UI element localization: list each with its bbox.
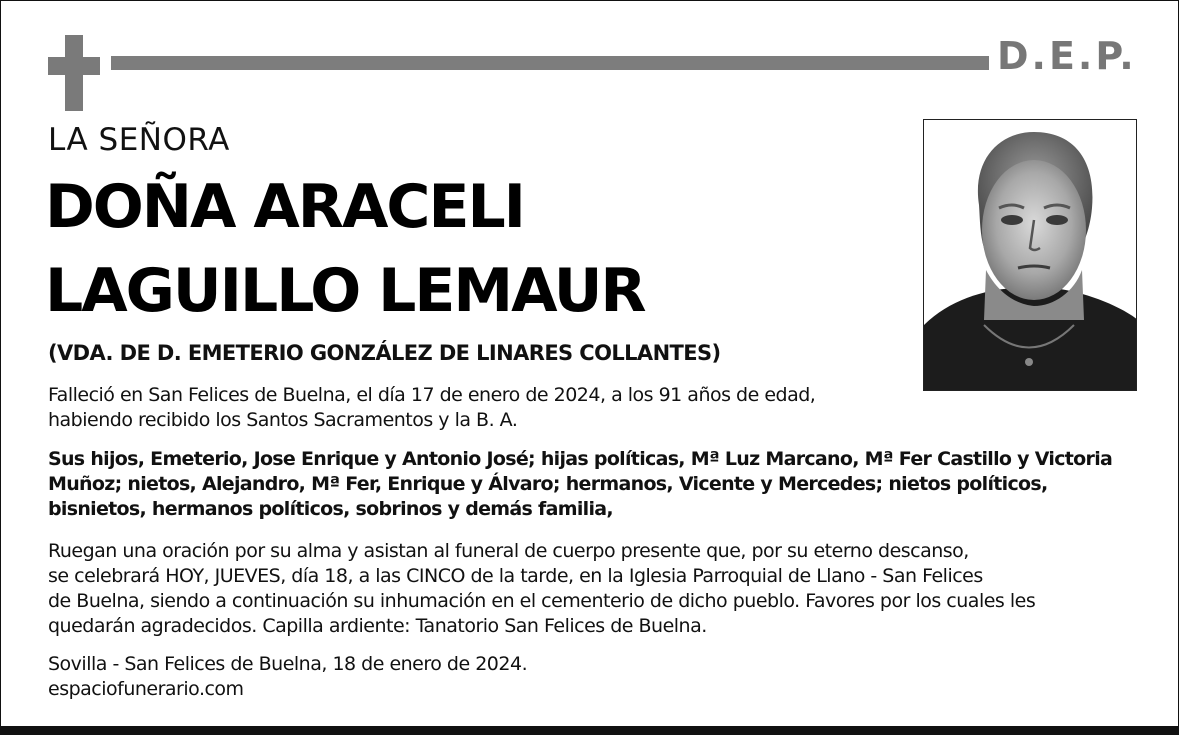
death-notice-line: Falleció en San Felices de Buelna, el día 17 de enero de 2024, a los 91 años de edad, bbox=[48, 384, 816, 406]
cross-icon bbox=[48, 35, 100, 111]
deceased-name-line-2: LAGUILLO LEMAUR bbox=[45, 256, 645, 326]
family-line: Sus hijos, Emeterio, Jose Enrique y Antonio José; hijas políticas, Mª Luz Marcano, Mª Fer Castillo y Victoria bbox=[48, 448, 1113, 470]
place-date: Sovilla - San Felices de Buelna, 18 de enero de 2024. bbox=[48, 653, 528, 675]
funeral-details bbox=[48, 539, 1035, 639]
dep-label: D.E.P. bbox=[997, 34, 1137, 78]
death-notice-line: habiendo recibido los Santos Sacramentos y la B. A. bbox=[48, 409, 518, 431]
family-mourners bbox=[48, 447, 1112, 522]
header-rule bbox=[111, 56, 989, 70]
portrait-photo bbox=[923, 119, 1137, 391]
funeral-line: de Buelna, siendo a continuación su inhumación en el cementerio de dicho pueblo. Favores por los cuales les bbox=[48, 590, 1036, 612]
family-line: bisnietos, hermanos políticos, sobrinos y demás familia, bbox=[48, 498, 613, 520]
family-line: Muñoz; nietos, Alejandro, Mª Fer, Enrique y Álvaro; hermanos, Vicente y Mercedes; nietos políticos, bbox=[48, 473, 1048, 495]
widow-of: (VDA. DE D. EMETERIO GONZÁLEZ DE LINARES COLLANTES) bbox=[48, 341, 721, 365]
footer bbox=[48, 652, 527, 702]
bottom-band bbox=[1, 726, 1178, 734]
website: espaciofunerario.com bbox=[48, 678, 244, 700]
death-notice bbox=[48, 383, 815, 433]
deceased-name-line-1: DOÑA ARACELI bbox=[45, 172, 524, 242]
honorific: LA SEÑORA bbox=[48, 122, 230, 158]
funeral-line: Ruegan una oración por su alma y asistan al funeral de cuerpo presente que, por su eterno descanso, bbox=[48, 540, 969, 562]
funeral-line: se celebrará HOY, JUEVES, día 18, a las CINCO de la tarde, en la Iglesia Parroquial de Llano - San Felices bbox=[48, 565, 983, 587]
funeral-line: quedarán agradecidos. Capilla ardiente: Tanatorio San Felices de Buelna. bbox=[48, 615, 707, 637]
